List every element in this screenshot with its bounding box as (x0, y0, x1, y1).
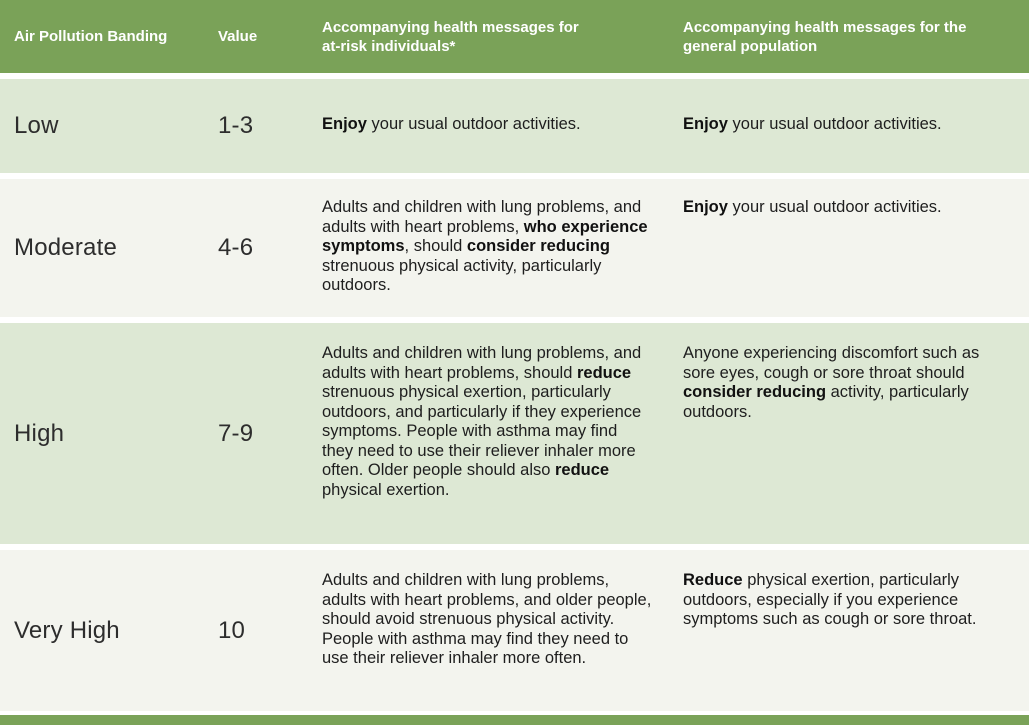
header-label-general: Accompanying health messages for the general population (683, 18, 967, 55)
header-label-banding: Air Pollution Banding (14, 28, 168, 45)
value-label: 1-3 (218, 112, 254, 139)
table-row-very-high (0, 550, 1029, 711)
header-label-value: Value (218, 28, 258, 45)
table-row-low (0, 79, 1029, 173)
general-message-cell: Anyone experiencing discomfort such as sore eyes, cough or sore throat should consider reducing activity, particularly outdoors. (683, 344, 980, 421)
general-message-cell: Enjoy your usual outdoor activities. (683, 198, 942, 216)
band-label: High (14, 419, 65, 447)
at-risk-message-cell: Adults and children with lung problems, and adults with heart problems, should reduce strenuous physical exertion, particularly outdoors, and particularly if they experience symptoms. People with asthma may find they need to use their reliever inhaler more often. Older people should also reduce physical exertion. (322, 344, 642, 499)
header-cell-banding (14, 27, 218, 46)
table-footer-bar (0, 715, 1029, 725)
band-label: Very High (14, 616, 120, 644)
table-header-row (0, 0, 1029, 73)
table-row-moderate (0, 179, 1029, 317)
general-message-cell: Reduce physical exertion, particularly outdoors, especially if you experience symptoms such as cough or sore throat. (683, 571, 977, 628)
header-cell-value (218, 27, 322, 46)
at-risk-message-cell: Adults and children with lung problems, adults with heart problems, and older people, should avoid strenuous physical activity. People with asthma may find they need to use their reliever inhaler more often. (322, 571, 652, 667)
value-label: 7-9 (218, 419, 254, 447)
band-label: Low (14, 112, 59, 139)
at-risk-message-cell: Adults and children with lung problems, and adults with heart problems, who experience symptoms, should consider reducing strenuous physical activity, particularly outdoors. (322, 198, 648, 294)
band-label: Moderate (14, 234, 117, 261)
header-cell-at-risk (322, 18, 683, 56)
header-cell-general (683, 18, 1029, 56)
value-label: 10 (218, 616, 246, 644)
value-label: 4-6 (218, 234, 254, 261)
general-message-cell: Enjoy your usual outdoor activities. (683, 115, 942, 133)
header-label-at-risk: Accompanying health messages for at-risk individuals* (322, 18, 579, 55)
table-row-high (0, 323, 1029, 544)
at-risk-message-cell: Enjoy your usual outdoor activities. (322, 115, 581, 133)
